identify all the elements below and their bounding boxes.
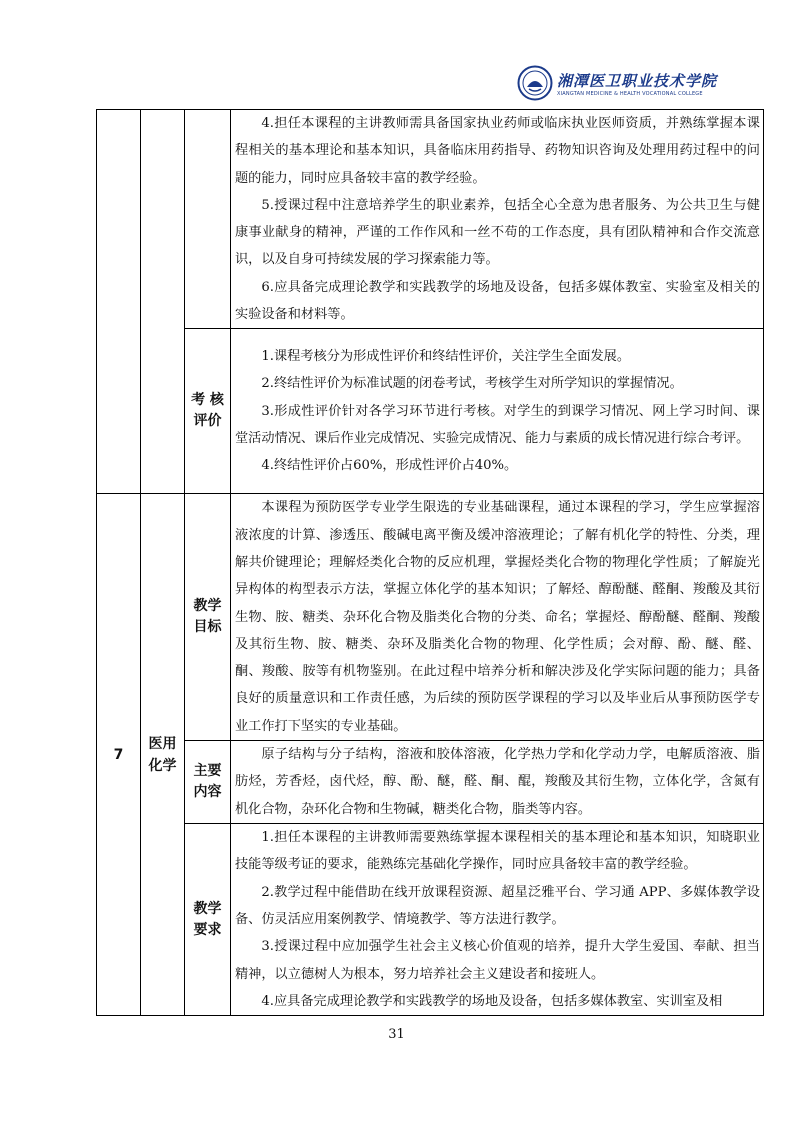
- content-text: [231, 741, 764, 824]
- paragraph: 6.应具备完成理论教学和实践教学的场地及设备，包括多媒体教室、实验室及相关的实验设备和材料等。: [235, 279, 760, 323]
- paragraph: 2.终结性评价为标准试题的闭卷考试，考核学生对所学知识的掌握情况。: [261, 376, 683, 392]
- prev-requirements-text: [231, 110, 764, 329]
- course-table: [96, 109, 764, 1016]
- table-row: [97, 494, 764, 741]
- paragraph: 3.授课过程中应加强学生社会主义核心价值观的培养，提升大学生爱国、奉献、担当精神，以立德树人为根本，努力培养社会主义建设者和接班人。: [235, 939, 760, 982]
- requirements-label: 教学 要求: [185, 824, 231, 1016]
- content-label: 主要 内容: [185, 741, 231, 824]
- requirements-text: [231, 824, 764, 1016]
- course-number: 7: [97, 494, 141, 1016]
- course-name: 医用 化学: [141, 494, 185, 1016]
- logo-chinese-name: 湘潭医卫职业技术学院: [557, 71, 718, 90]
- prev-number-cell: [97, 110, 141, 494]
- paragraph: 本课程为预防医学专业学生限选的专业基础课程，通过本课程的学习，学生应掌握溶液浓度的计算、渗透压、酸碱电离平衡及缓冲溶液理论；了解有机化学的特性、分类，理解共价键理论；理解烃类化合物的反应机理，掌握烃类化合物的物理化学性质；了解旋光异构体的构型表示方法，掌握立体化学的基本知识；了解烃、醇酚醚、醛酮、羧酸及其衍生物、胺、糖类、杂环化合物及脂类化合物的分类、命名；掌握烃、醇酚醚、醛酮、羧酸及其衍生物、胺、糖类、杂环及脂类化合物的物理、化学性质；会对醇、酚、醚、醛、酮、羧酸、胺等有机物鉴别。在此过程中培养分析和解决涉及化学实际问题的能力；具备良好的质量意识和工作责任感，为后续的预防医学课程的学习以及毕业后从事预防医学专业工作打下坚实的专业基础。: [235, 500, 760, 734]
- page-number: 31: [388, 1027, 405, 1042]
- college-emblem-icon: [517, 65, 553, 101]
- prev-course-cell: [141, 110, 185, 494]
- objectives-text: [231, 494, 764, 741]
- paragraph: 1.担任本课程的主讲教师需要熟练掌握本课程相关的基本理论和基本知识，知晓职业技能等级考证的要求，能熟练完基础化学操作，同时应具备较丰富的教学经验。: [235, 830, 760, 873]
- logo-english-name: XIANGTAN MEDICINE & HEALTH VOCATIONAL COLLEGE: [557, 90, 703, 97]
- paragraph: 4.担任本课程的主讲教师需具备国家执业药师或临床执业医师资质，并熟练掌握本课程相关的基本理论和基本知识，具备临床用药指导、药物知识咨询及处理用药过程中的问题的能力，同时应具备较丰富的教学经验。: [235, 116, 760, 186]
- paragraph: 4.终结性评价占60%，形成性评价占40%。: [261, 458, 518, 474]
- objectives-label: 教学 目标: [185, 494, 231, 741]
- assessment-label: 考 核 评价: [185, 329, 231, 494]
- table-row: [97, 329, 764, 494]
- table-row: [97, 741, 764, 824]
- paragraph: 5.授课过程中注意培养学生的职业素养，包括全心全意为患者服务、为公共卫生与健康事业献身的精神，严谨的工作作风和一丝不苟的工作态度，具有团队精神和合作交流意识，以及自身可持续发展的学习探索能力等。: [235, 197, 760, 268]
- paragraph: 原子结构与分子结构，溶液和胶体溶液，化学热力学和化学动力学，电解质溶液、脂肪烃，芳香烃，卤代烃，醇、酚、醚，醛、酮、醌，羧酸及其衍生物，立体化学，含氮有机化合物，杂环化合物和生物碱，糖类化合物，脂类等内容。: [235, 747, 760, 817]
- college-logo: [517, 60, 731, 106]
- paragraph: 4.应具备完成理论教学和实践教学的场地及设备，包括多媒体教室、实训室及相: [261, 993, 723, 1009]
- table-row: [97, 824, 764, 1016]
- paragraph: 3.形成性评价针对各学习环节进行考核。对学生的到课学习情况、网上学习时间、课堂活动情况、课后作业完成情况、实验完成情况、能力与素质的成长情况进行综合考评。: [235, 403, 760, 447]
- paragraph: 1.课程考核分为形成性评价和终结性评价，关注学生全面发展。: [261, 349, 631, 365]
- table-row: [97, 110, 764, 329]
- prev-item-cell: [185, 110, 231, 329]
- assessment-text: [231, 329, 764, 494]
- paragraph: 2.教学过程中能借助在线开放课程资源、超星泛雅平台、学习通 APP、多媒体教学设备、仿灵活应用案例教学、情境教学、等方法进行教学。: [235, 884, 760, 927]
